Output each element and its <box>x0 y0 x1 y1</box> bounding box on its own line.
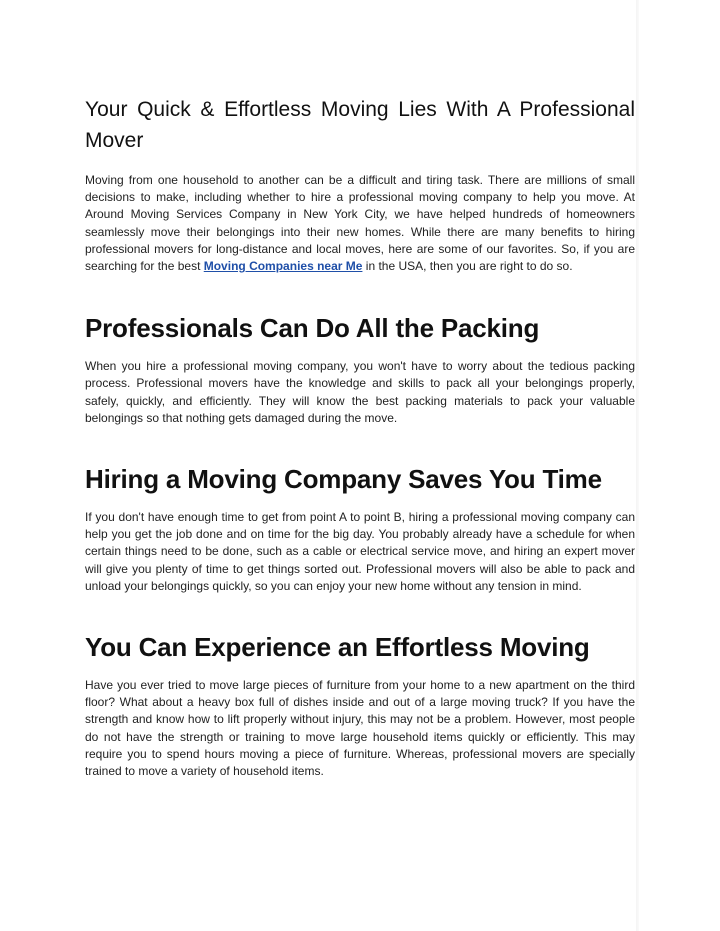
intro-text-after-link: in the USA, then you are right to do so. <box>362 259 573 274</box>
intro-text-before-link: Moving from one household to another can be a difficult and tiring task. There are millions of small decisions to make, including whether to hire a professional moving company to help you move. At Around Moving Services Company in New York City, we have helped hundreds of homeowners seamlessly move their belongings into their new homes. While there are many benefits to hiring professional movers for long-distance and local moves, here are some of our favorites. So, if you are searching for the best <box>85 173 635 274</box>
section-heading-saves-time: Hiring a Moving Company Saves You Time <box>85 464 602 495</box>
document-content <box>85 94 635 780</box>
section-heading-packing: Professionals Can Do All the Packing <box>85 313 540 344</box>
section-body-packing: When you hire a professional moving company, you won't have to worry about the tedious packing process. Professional movers have the knowledge and skills to pack all your belongings properly, safely, quickly, and efficiently. They will know the best packing materials to pack your valuable belongings so that nothing gets damaged during the move. <box>85 359 635 425</box>
page-edge-shadow <box>636 0 639 931</box>
section-body-effortless: Have you ever tried to move large pieces of furniture from your home to a new apartment on the third floor? What about a heavy box full of dishes inside and out of a large moving truck? If you have the strength and know how to lift properly without injury, this may not be a problem. However, most people do not have the strength or training to move large household items quickly or efficiently. This may require you to spend hours moving a piece of furniture. Whereas, professional movers are specially trained to move a variety of household items. <box>85 678 635 779</box>
section-body-saves-time: If you don't have enough time to get from point A to point B, hiring a professional moving company can help you get the job done and on time for the big day. You probably already have a schedule for when certain things need to be done, such as a cable or electrical service move, and hiring an expert mover will give you plenty of time to get things sorted out. Professional movers will also be able to pack and unload your belongings quickly, so you can enjoy your new home without any tension in mind. <box>85 510 635 593</box>
intro-paragraph <box>85 172 635 275</box>
moving-companies-link[interactable]: Moving Companies near Me <box>203 259 363 274</box>
document-title: Your Quick & Effortless Moving Lies With A Professional Mover <box>85 98 635 152</box>
section-heading-effortless: You Can Experience an Effortless Moving <box>85 632 590 663</box>
